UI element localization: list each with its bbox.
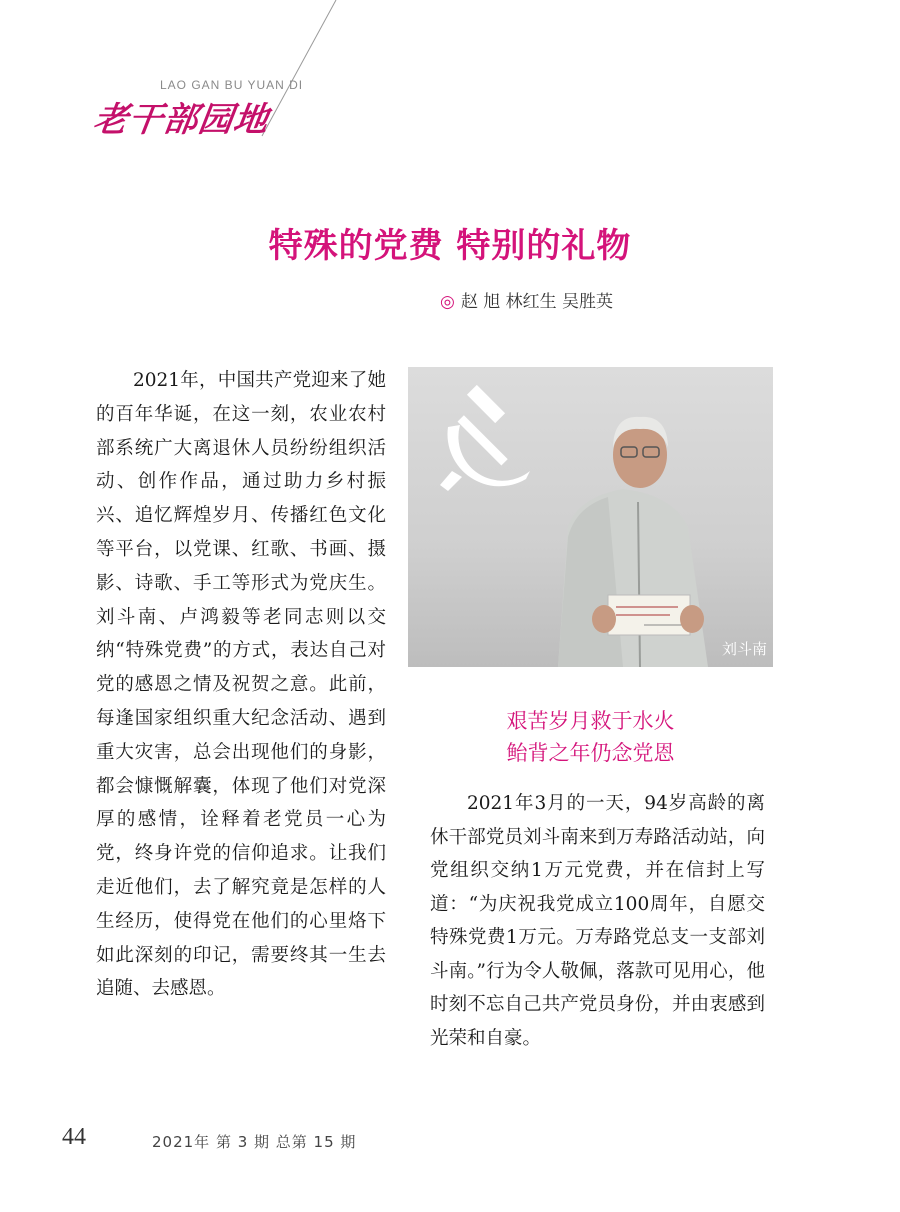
portrait-illustration	[408, 367, 773, 667]
hammer-sickle-icon	[440, 385, 530, 491]
intro-paragraph: 2021年，中国共产党迎来了她的百年华诞，在这一刻，农业农村部系统广大离退休人员纷纷组织活动、创作作品，通过助力乡村振兴、追忆辉煌岁月、传播红色文化等平台，以党课、红歌、书画、摄影、诗歌、手工等形式为党庆生。刘斗南、卢鸿毅等老同志则以交纳“特殊党费”的方式，表达自己对党的感恩之情及祝贺之意。此前，每逢国家组织重大纪念活动、遇到重大灾害，总会出现他们的身影，都会慷慨解囊，体现了他们对党深厚的感情，诠释着老党员一心为党，终身许党的信仰追求。让我们走近他们，去了解究竟是怎样的人生经历，使得党在他们的心里烙下如此深刻的印记，需要终其一生去追随、去感恩。	[96, 370, 386, 1000]
section-heading	[408, 705, 773, 769]
intro-column	[96, 364, 386, 1006]
byline-mark: ◎	[440, 292, 455, 312]
portrait-photo	[408, 367, 773, 667]
section-heading-line-2: 鲐背之年仍念党恩	[506, 741, 675, 765]
section-heading-line-1: 艰苦岁月救于水火	[506, 709, 675, 733]
page-number: 44	[62, 1124, 86, 1150]
issue-info: 2021年 第 3 期 总第 15 期	[152, 1133, 357, 1151]
article-title: 特殊的党费 特别的礼物	[268, 226, 632, 266]
masthead-column-logo: 老干部园地	[90, 100, 272, 140]
byline	[440, 287, 613, 312]
section-column	[430, 787, 765, 1055]
byline-authors: 赵 旭 林红生 吴胜英	[460, 292, 614, 312]
photo-caption: 刘斗南	[721, 640, 767, 658]
envelope-icon	[592, 595, 704, 635]
section-paragraph: 2021年3月的一天，94岁高龄的离休干部党员刘斗南来到万寿路活动站，向党组织交纳1万元党费，并在信封上写道：“为庆祝我党成立100周年，自愿交特殊党费1万元。万寿路党总支一支部刘斗南。”行为令人敬佩，落款可见用心，他时刻不忘自己共产党员身份，并由衷感到光荣和自豪。	[430, 793, 765, 1049]
masthead-column-en: LAO GAN BU YUAN DI	[160, 78, 304, 92]
